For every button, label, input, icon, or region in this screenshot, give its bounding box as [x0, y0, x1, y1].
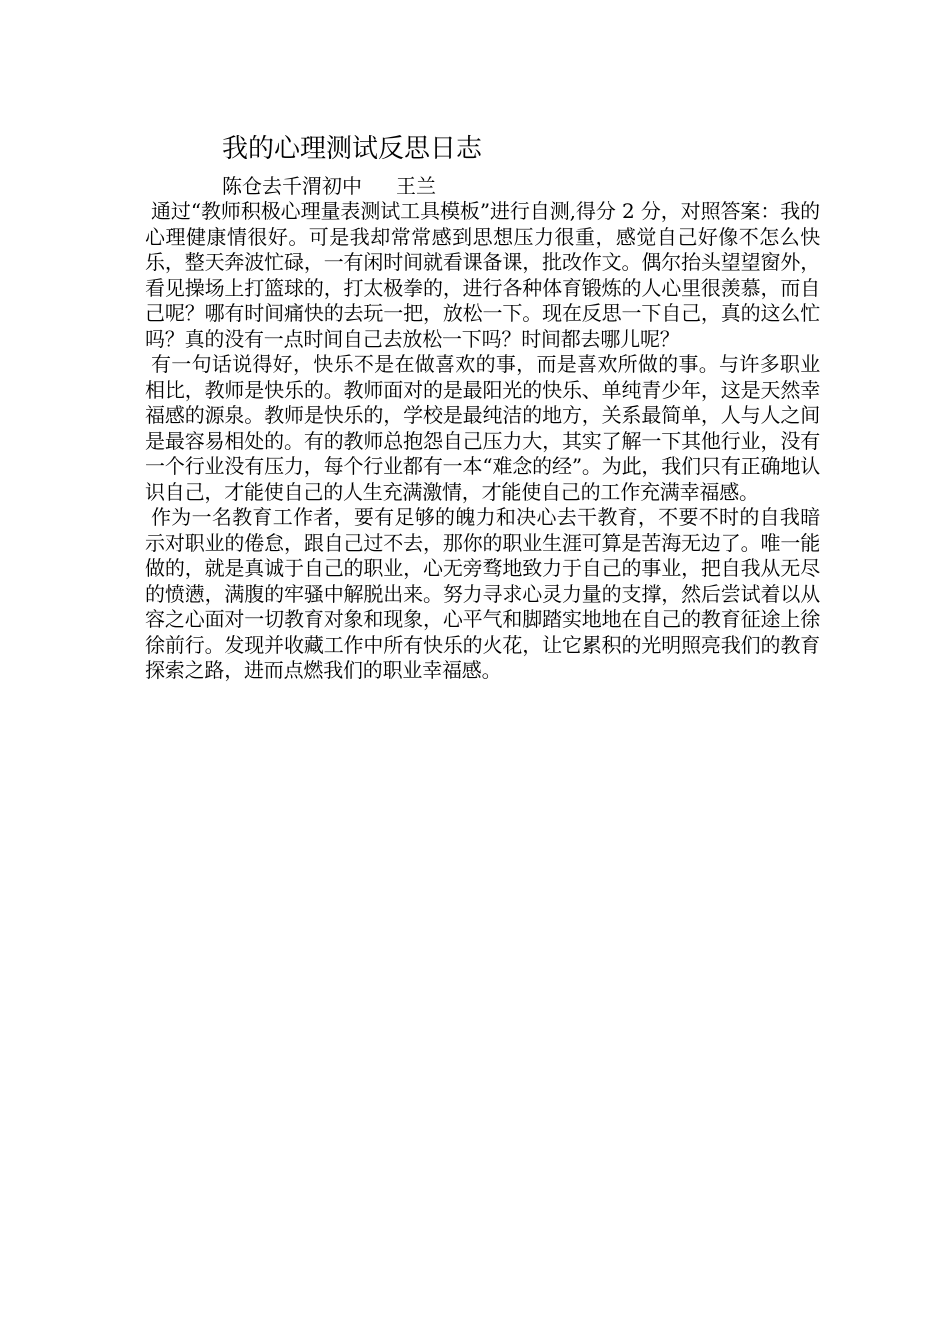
- author-name: 王兰: [396, 174, 436, 198]
- school-name: 陈仓去千渭初中: [222, 174, 362, 198]
- paragraph-1: 通过“教师积极心理量表测试工具模板”进行自测,得分 2 分，对照答案：我的心理健康情很好。可是我却常常感到思想压力很重，感觉自己好像不怎么快乐，整天奔波忙碌，一有闲时间就看课备课，批改作文。偶尔抬头望望窗外，看见操场上打篮球的，打太极拳的，进行各种体育锻炼的人心里很羡慕，而自己呢？哪有时间痛快的去玩一把，放松一下。现在反思一下自己，真的这么忙吗？真的没有一点时间自己去放松一下吗？时间都去哪儿呢？: [145, 199, 820, 351]
- byline: [222, 173, 436, 199]
- document-body: [145, 199, 820, 684]
- paragraph-2: 有一句话说得好，快乐不是在做喜欢的事，而是喜欢所做的事。与许多职业相比，教师是快乐的。教师面对的是最阳光的快乐、单纯青少年，这是天然幸福感的源泉。教师是快乐的，学校是最纯洁的地方，关系最简单，人与人之间是最容易相处的。有的教师总抱怨自己压力大，其实了解一下其他行业，没有一个行业没有压力，每个行业都有一本“难念的经”。为此，我们只有正确地认识自己，才能使自己的人生充满激情，才能使自己的工作充满幸福感。: [145, 352, 820, 504]
- document-title: 我的心理测试反思日志: [222, 134, 483, 164]
- paragraph-3: 作为一名教育工作者，要有足够的魄力和决心去干教育，不要不时的自我暗示对职业的倦怠，跟自己过不去，那你的职业生涯可算是苦海无边了。唯一能做的，就是真诚于自己的职业，心无旁骛地致力于自己的事业，把自我从无尽的愤懑，满腹的牢骚中解脱出来。努力寻求心灵力量的支撑，然后尝试着以从容之心面对一切教育对象和现象，心平气和脚踏实地地在自己的教育征途上徐徐前行。发现并收藏工作中所有快乐的火花，让它累积的光明照亮我们的教育探索之路，进而点燃我们的职业幸福感。: [145, 505, 820, 682]
